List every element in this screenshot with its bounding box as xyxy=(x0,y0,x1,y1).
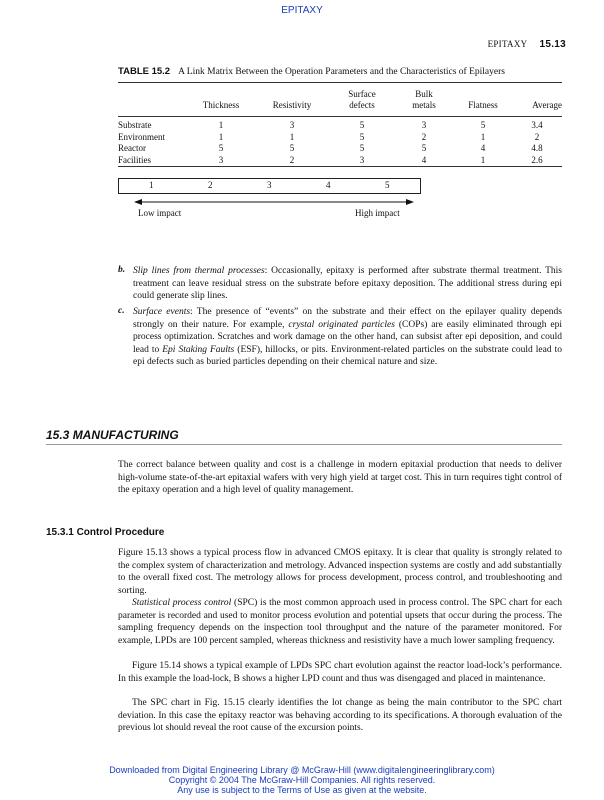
table-label: TABLE 15.2 xyxy=(118,66,171,77)
running-header xyxy=(488,39,566,50)
table-header: Flatness xyxy=(468,100,498,110)
item-c-paragraph: Surface events: The presence of “events” on the substrate and their effect on the epilayer quality depends strongly on their nature. For example, crystal originated particles (COPs) are easily eliminated through epi process optimization. Scratches and work damage on the other hand, can subsist after epi deposition, and could lead to Epi Staking Faults (ESF), hillocks, or pits. Environment-related particles on the substrate could lead to epi defects such as buried particles depending on their chemical nature and size. xyxy=(133,307,562,367)
page-banner: EPITAXY xyxy=(281,5,323,16)
section-15-3-intro: The correct balance between quality and cost is a challenge in modern epitaxial production that needs to deliver high-volume state-of-the-art epitaxial wafers with very high yield at target cost. This in turn requires tight control of the epitaxy operation and a high level of quality management. xyxy=(118,460,562,495)
control-paragraph-1: Figure 15.13 shows a typical process flow in advanced CMOS epitaxy. It is clear that quality is strongly related to the complex system of characterization and metrology. Advanced inspection systems are costly and add substantially to the overall fixed cost. The metrology allows for process development, process control, and troubleshooting and sorting. xyxy=(118,548,562,596)
control-paragraph-2: Statistical process control (SPC) is the most common approach used in process control. The SPC chart for each parameter is recorded and used to monitor process evolution and potential upsets that occur during the process. The sampling frequency depends on the inspection tool throughput and the nature of the parameter monitored. For example, LPDs are 100 percent sampled, whereas thickness and resistivity have a much lower sampling frequency. xyxy=(118,598,563,646)
scale-tick: 1 xyxy=(149,180,154,190)
section-rule xyxy=(46,444,562,445)
scale-tick: 2 xyxy=(208,180,213,190)
table-header: Thickness xyxy=(202,100,240,110)
table-row: Substrate 1 3 5 3 5 3.4 xyxy=(118,120,543,130)
table-row: Environment 1 1 5 2 1 2 xyxy=(118,131,540,142)
page-footer xyxy=(0,765,604,795)
section-heading-15-3: 15.3 MANUFACTURING xyxy=(46,428,179,442)
item-c-label: c. xyxy=(118,306,125,316)
table-header xyxy=(118,87,188,111)
table-row: Reactor 5 5 5 5 4 4.8 xyxy=(118,143,543,154)
footer-download-link[interactable]: Downloaded from Digital Engineering Library @ McGraw-Hill (www.digitalengineeringlibrary.com) xyxy=(109,765,495,775)
table-top-rule xyxy=(118,82,562,83)
impact-scale-box xyxy=(118,178,421,194)
table-row: Facilities 3 2 3 4 1 2.6 xyxy=(118,155,543,166)
scale-tick: 4 xyxy=(326,180,331,190)
impact-arrow xyxy=(134,198,414,206)
section-heading-15-3-1: 15.3.1 Control Procedure xyxy=(46,527,165,538)
running-header-section: EPITAXY xyxy=(487,39,528,49)
item-b-paragraph: Slip lines from thermal processes: Occasionally, epitaxy is performed after substrate thermal treatment. This treatment can leave residual stress on the substrate before epitaxy deposition. The additional stress during epi could generate slip lines. xyxy=(133,266,562,301)
footer-terms: Any use is subject to the Terms of Use as given at the website. xyxy=(177,785,427,795)
high-impact-label: High impact xyxy=(355,208,400,218)
table-caption-text: A Link Matrix Between the Operation Parameters and the Characteristics of Epilayers xyxy=(178,67,505,77)
low-impact-label: Low impact xyxy=(138,208,182,218)
control-paragraph-4: The SPC chart in Fig. 15.15 clearly identifies the lot change as being the main contributor to the SPC chart deviation. In this case the epitaxy reactor was behaving according to its specifications. A thorough evaluation of the previous lot should reveal the root cause of the excursion points. xyxy=(118,698,562,733)
link-matrix-table xyxy=(118,87,562,167)
table-bottom-rule xyxy=(118,166,562,167)
item-b-title: Slip lines from thermal processes xyxy=(133,266,265,276)
item-c-title: Surface events xyxy=(133,307,191,317)
item-b-label: b. xyxy=(118,265,126,275)
scale-tick: 3 xyxy=(267,180,272,190)
table-header: Resistivity xyxy=(272,100,312,110)
page-number: 15.13 xyxy=(539,39,566,50)
table-caption xyxy=(118,66,505,77)
table-header: Surface defects xyxy=(348,89,376,110)
table-header: Bulk metals xyxy=(412,89,436,110)
control-paragraph-3: Figure 15.14 shows a typical example of LPDs SPC chart evolution against the reactor load-lock’s performance. In this example the load-lock, B shows a higher LPD count and thus was disengaged and placed in maintenance. xyxy=(118,661,562,684)
scale-tick: 5 xyxy=(385,180,390,190)
table-header: Average xyxy=(532,100,562,110)
footer-copyright: Copyright © 2004 The McGraw-Hill Companies. All rights reserved. xyxy=(168,775,436,785)
